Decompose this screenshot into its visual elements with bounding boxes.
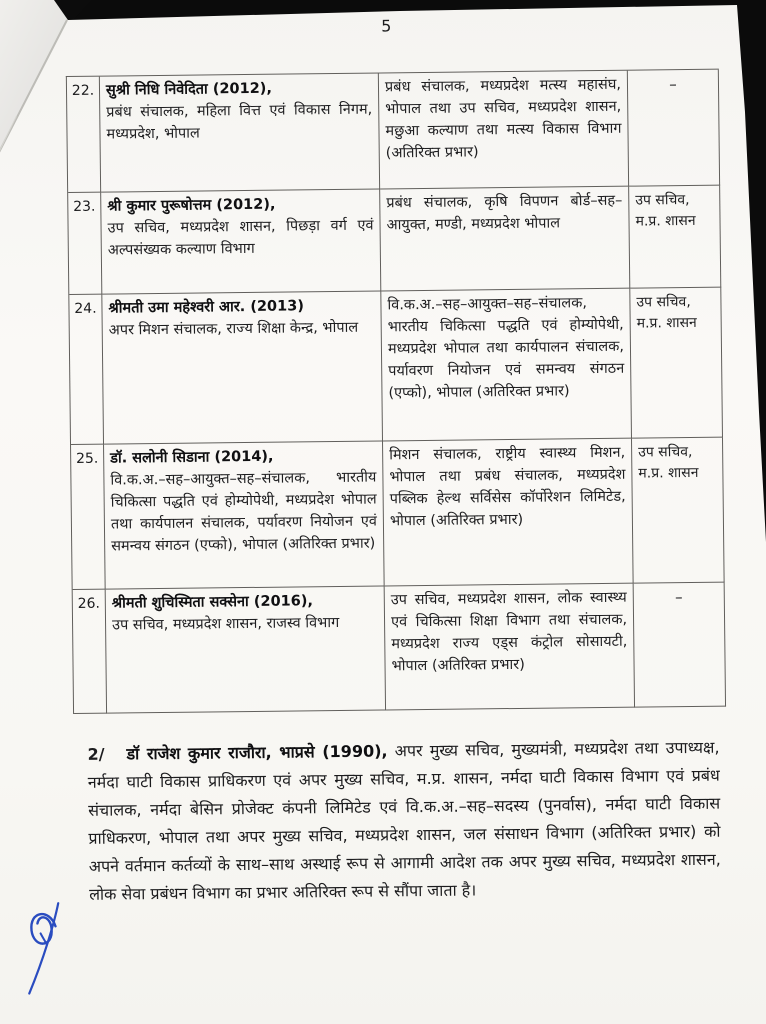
officer-name: सुश्री निधि निवेदिता (2012), — [105, 80, 272, 99]
officer-designation: अपर मिशन संचालक, राज्य शिक्षा केन्द्र, भोपाल — [108, 319, 359, 339]
posting-cell: मिशन संचालक, राष्ट्रीय स्वास्थ्य मिशन, भोपाल तथा प्रबंध संचालक, मध्यप्रदेश पब्लिक हेल्थ सर्विसेस कॉर्पोरेशन लिमिटेड, भोपाल (अतिरिक्त प्रभार) — [383, 439, 634, 587]
paragraph-number: 2/ — [87, 744, 105, 764]
officer-name: श्रीमती उमा महेश्वरी आर. (2013) — [108, 298, 304, 317]
officer-name-bold: डॉ राजेश कुमार राजौरा, भाप्रसे (1990), — [126, 741, 388, 764]
officers-table — [66, 69, 726, 714]
order-text: अपर मुख्य सचिव, मुख्यमंत्री, मध्यप्रदेश तथा उपाध्यक्ष, नर्मदा घाटी विकास प्राधिकरण एवं अपर मुख्य सचिव, म.प्र. शासन, नर्मदा घाटी विकास विभाग एवं प्रबंध संचालक, नर्मदा बेसिन प्रोजेक्ट कंपनी लिमिटेड एवं वि.क.अ.–सह–सदस्य (पुनर्वास), नर्मदा घाटी विकास प्राधिकरण, भोपाल तथा अपर मुख्य सचिव, मध्यप्रदेश शासन, जल संसाधन विभाग (अतिरिक्त प्रभार) को अपने वर्तमान कर्तव्यों के साथ–साथ अस्थाई रूप से आगामी आदेश तक अपर मुख्य सचिव, मध्यप्रदेश शासन, लोक सेवा प्रबंधन विभाग का प्रभार अतिरिक्त रूप से सौंपा जाता है। — [87, 737, 721, 904]
page-number: 5 — [381, 16, 392, 36]
serial-cell: 24. — [69, 295, 104, 445]
officer-name-cell — [106, 586, 386, 713]
order-paragraph — [87, 734, 721, 909]
officer-designation: प्रबंध संचालक, महिला वित्त एवं विकास निगम, मध्यप्रदेश, भोपाल — [106, 101, 373, 143]
remark-cell: – — [634, 583, 726, 708]
officer-name-cell — [100, 73, 380, 192]
remark-cell: उप सचिव, म.प्र. शासन — [629, 186, 721, 289]
officer-name: श्रीमती शुचिस्मिता सक्सेना (2016), — [111, 593, 314, 612]
remark-cell: उप सचिव, म.प्र. शासन — [630, 288, 723, 439]
officer-designation: उप सचिव, मध्यप्रदेश शासन, पिछड़ा वर्ग एवं अल्पसंख्यक कल्याण विभाग — [107, 217, 374, 259]
officer-designation: उप सचिव, मध्यप्रदेश शासन, राजस्व विभाग — [111, 614, 340, 634]
serial-cell: 23. — [68, 193, 102, 295]
serial-cell: 25. — [71, 445, 106, 590]
posting-cell: प्रबंध संचालक, कृषि विपणन बोर्ड–सह–आयुक्त, मण्डी, मध्यप्रदेश भोपाल — [380, 187, 630, 292]
serial-cell: 26. — [73, 590, 107, 714]
officer-name: डॉ. सलोनी सिडाना (2014), — [110, 448, 274, 467]
posting-cell: प्रबंध संचालक, मध्यप्रदेश मत्स्य महासंघ, भोपाल तथा उप सचिव, मध्यप्रदेश शासन, मछुआ कल्याण तथा मत्स्य विकास विभाग (अतिरिक्त प्रभार) — [379, 71, 629, 190]
posting-cell: उप सचिव, मध्यप्रदेश शासन, लोक स्वास्थ्य एवं चिकित्सा शिक्षा विभाग तथा संचालक, मध्यप्रदेश राज्य एड्स कंट्रोल सोसायटी, भोपाल (अतिरिक्त प्रभार) — [385, 584, 635, 711]
remark-cell: उप सचिव, म.प्र. शासन — [632, 438, 725, 584]
officer-name-cell — [102, 291, 383, 444]
serial-cell: 22. — [67, 77, 101, 193]
officer-name-cell — [104, 441, 385, 589]
officer-name-cell — [101, 189, 381, 294]
officer-name: श्री कुमार पुरूषोत्तम (2012), — [107, 196, 276, 215]
remark-cell: – — [628, 70, 720, 187]
posting-cell: वि.क.अ.–सह–आयुक्त–सह–संचालक, भारतीय चिकित्सा पद्धति एवं होम्योपेथी, मध्यप्रदेश भोपाल तथा कार्यपालन संचालक, पर्यावरण नियोजन एवं समन्वय संगठन (एप्को), भोपाल (अतिरिक्त प्रभार) — [381, 289, 632, 442]
officer-designation: वि.क.अ.–सह–आयुक्त–सह–संचालक, भारतीय चिकित्सा पद्धति एवं होम्योपेथी, मध्यप्रदेश भोपाल तथा कार्यपालन संचालक, पर्यावरण नियोजन एवं समन्वय संगठन (एप्को), भोपाल (अतिरिक्त प्रभार) — [110, 469, 378, 555]
signature-scribble — [17, 896, 80, 1009]
